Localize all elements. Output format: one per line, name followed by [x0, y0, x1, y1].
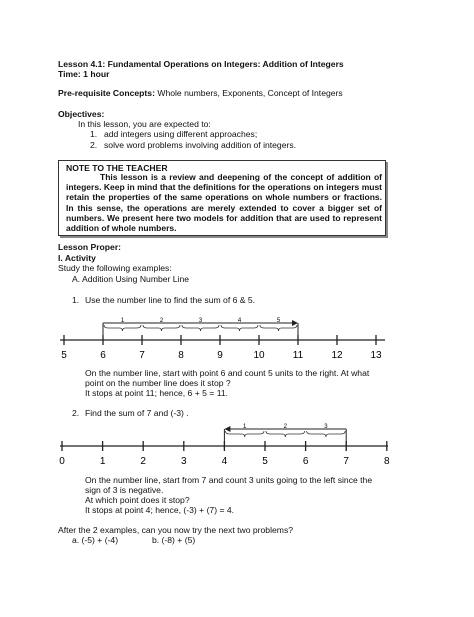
number-line-1-jump-brace — [143, 325, 180, 331]
example-2-explain-3: At which point does it stop? — [85, 495, 190, 505]
lesson-proper-heading: Lesson Proper: — [58, 242, 122, 252]
number-line-2-jump-label: 3 — [324, 424, 328, 430]
number-line-1-tick-label: 9 — [217, 350, 223, 361]
number-line-1-jump-brace — [260, 325, 297, 331]
example-2-prompt: Find the sum of 7 and (-3) . — [85, 408, 189, 418]
prerequisite-label: Pre-requisite Concepts: — [58, 88, 155, 98]
example-2-explain-4: It stops at point 4; hence, (-3) + (7) = 4. — [85, 505, 235, 515]
number-line-2-tick-label: 6 — [302, 456, 309, 467]
number-line-1-jump-label: 4 — [237, 318, 242, 324]
number-line-2-tick-label: 0 — [59, 456, 65, 467]
number-line-1-jump-label: 5 — [276, 318, 281, 324]
number-line-1-tick-label: 13 — [370, 350, 382, 361]
objective-2-text: solve word problems involving addition of integers. — [104, 140, 297, 150]
number-line-1-tick-label: 5 — [61, 350, 67, 361]
objectives-heading: Objectives: — [58, 109, 105, 119]
teacher-note-title: NOTE TO THE TEACHER — [66, 163, 168, 173]
teacher-note-body: This lesson is a review and deepening of the concept of addition of integers. Keep in mind that the definitions for the operations on integers must retain the properties of the same operations on whole numbers or fractions. In this sense, the operations are merely extended to cover a bigger set of numbers. We present here two models for addition that are used to represent addition of whole numbers. — [66, 172, 382, 234]
objective-1-text: add integers using different approaches; — [104, 129, 258, 139]
study-instruction: Study the following examples: — [58, 263, 172, 273]
number-line-2 — [0, 418, 474, 468]
objectives-intro: In this lesson, you are expected to: — [78, 119, 211, 129]
objective-2-num: 2. — [90, 140, 98, 150]
lesson-title: Lesson 4.1: Fundamental Operations on Integers: Addition of Integers — [58, 59, 344, 69]
number-line-2-tick-label: 1 — [99, 456, 106, 467]
number-line-2-jump-label: 2 — [283, 424, 287, 430]
closing-question: After the 2 examples, can you now try the next two problems? — [58, 525, 294, 535]
number-line-1-tick-label: 8 — [178, 350, 184, 361]
activity-heading: I. Activity — [58, 253, 96, 263]
number-line-1-tick-label: 6 — [100, 350, 106, 361]
number-line-1 — [0, 312, 474, 362]
objective-1-num: 1. — [90, 129, 98, 139]
number-line-1-tick-label: 11 — [292, 350, 304, 361]
number-line-2-tick-label: 4 — [221, 456, 228, 467]
number-line-1-jump-label: 2 — [159, 318, 164, 324]
number-line-1-jump-brace — [104, 325, 141, 331]
teacher-note-box — [58, 160, 386, 236]
number-line-2-tick-label: 8 — [384, 456, 390, 467]
prerequisite-text: Whole numbers, Exponents, Concept of Integers — [154, 88, 343, 98]
number-line-2-tick-label: 2 — [140, 456, 146, 467]
number-line-1-jump-label: 3 — [198, 318, 203, 324]
lesson-time: Time: 1 hour — [58, 69, 110, 79]
problem-a: a. (-5) + (-4) — [72, 535, 119, 545]
number-line-1-tick-label: 7 — [139, 350, 145, 361]
number-line-2-jump-brace — [225, 431, 264, 437]
number-line-2-jump-brace — [307, 431, 346, 437]
example-1-number: 1. — [72, 295, 80, 305]
problem-b: b. (-8) + (5) — [152, 535, 196, 545]
number-line-1-jump-brace — [221, 325, 258, 331]
number-line-1-jump-brace — [182, 325, 219, 331]
example-1-prompt: Use the number line to find the sum of 6 & 5. — [85, 295, 256, 305]
number-line-1-tick-label: 12 — [331, 350, 343, 361]
section-a-heading: A. Addition Using Number Line — [72, 274, 190, 284]
number-line-2-jump-label: 1 — [243, 424, 247, 430]
number-line-2-jump-brace — [266, 431, 305, 437]
example-2-explain-2: sign of 3 is negative. — [85, 485, 164, 495]
example-1-explain-3: It stops at point 11; hence, 6 + 5 = 11. — [85, 388, 229, 398]
example-1-explain-1: On the number line, start with point 6 and count 5 units to the right. At what — [85, 368, 370, 378]
number-line-2-tick-label: 7 — [343, 456, 349, 467]
number-line-1-jump-label: 1 — [120, 318, 125, 324]
example-2-explain-1: On the number line, start from 7 and count 3 units going to the left since the — [85, 475, 373, 485]
prerequisite-line — [58, 88, 343, 98]
example-1-explain-2: point on the number line does it stop ? — [85, 378, 231, 388]
number-line-2-tick-label: 3 — [181, 456, 187, 467]
example-2-number: 2. — [72, 408, 80, 418]
number-line-1-tick-label: 10 — [253, 350, 265, 361]
number-line-2-tick-label: 5 — [262, 456, 268, 467]
